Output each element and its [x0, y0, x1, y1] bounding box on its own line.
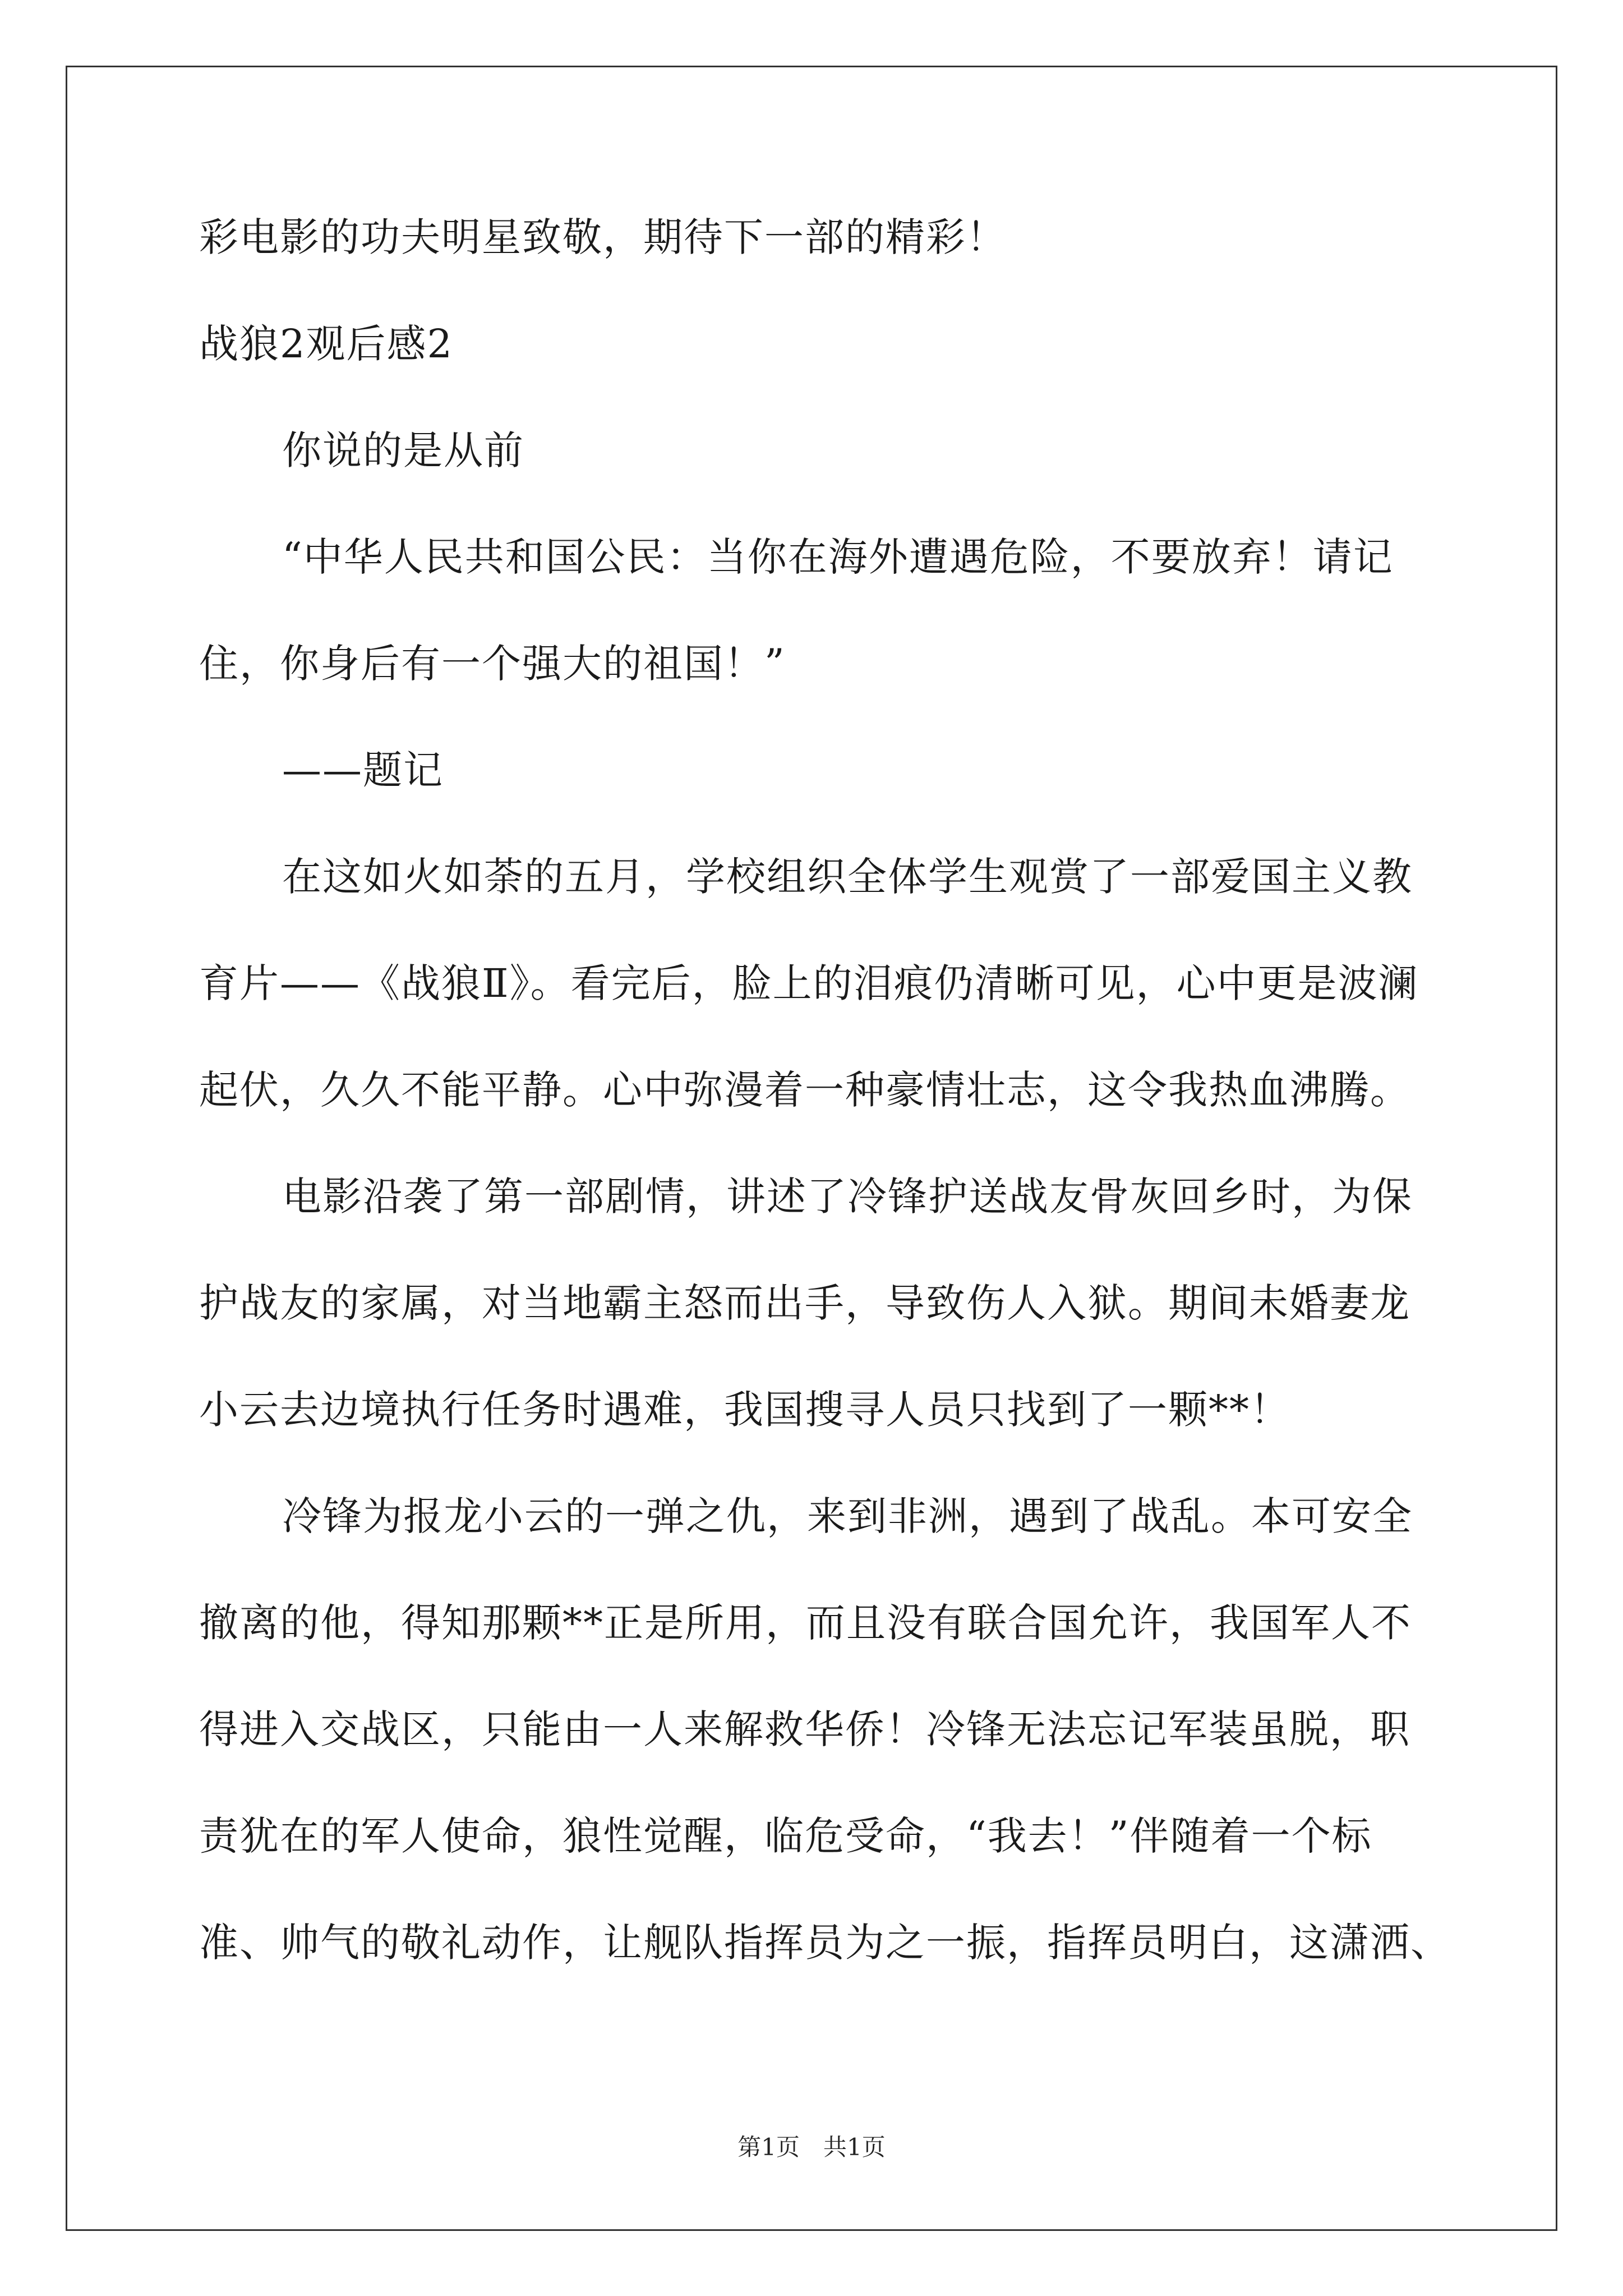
text-line: “中华人民共和国公民：当你在海外遭遇危险，不要放弃！请记 [282, 534, 1394, 580]
text-line: 责犹在的军人使命，狼性觉醒，临危受命，“我去！”伴随着一个标 [199, 1813, 1372, 1859]
text-line: 育片——《战狼Ⅱ》。看完后，脸上的泪痕仍清晰可见，心中更是波澜 [199, 960, 1419, 1006]
text-line: 起伏，久久不能平静。心中弥漫着一种豪情壮志，这令我热血沸腾。 [199, 1067, 1410, 1113]
text-line: 撤离的他，得知那颗**正是所用，而且没有联合国允许，我国军人不 [199, 1600, 1412, 1646]
text-line: 住，你身后有一个强大的祖国！” [199, 641, 786, 687]
text-line: 在这如火如荼的五月，学校组织全体学生观赏了一部爱国主义教 [282, 854, 1413, 900]
text-line: 得进入交战区，只能由一人来解救华侨！冷锋无法忘记军装虽脱，职 [199, 1706, 1410, 1752]
text-line: 彩电影的功夫明星致敬，期待下一部的精彩！ [199, 214, 1007, 260]
text-line: 护战友的家属，对当地霸主怒而出手，导致伤人入狱。期间未婚妻龙 [199, 1280, 1410, 1326]
text-line: 准、帅气的敬礼动作，让舰队指挥员为之一振，指挥员明白，这潇洒、 [199, 1920, 1451, 1966]
text-line: 你说的是从前 [282, 427, 524, 473]
section-heading: 战狼2观后感2 [199, 321, 454, 367]
text-line: 冷锋为报龙小云的一弹之仇，来到非洲，遇到了战乱。本可安全 [282, 1493, 1413, 1539]
text-line: 电影沿袭了第一部剧情，讲述了冷锋护送战友骨灰回乡时，为保 [282, 1174, 1413, 1220]
text-line: ——题记 [282, 747, 444, 793]
page-footer: 第1页 共1页 [737, 2133, 886, 2161]
page-border [66, 66, 1557, 2231]
text-line: 小云去边境执行任务时遇难，我国搜寻人员只找到了一颗**！ [199, 1387, 1290, 1433]
